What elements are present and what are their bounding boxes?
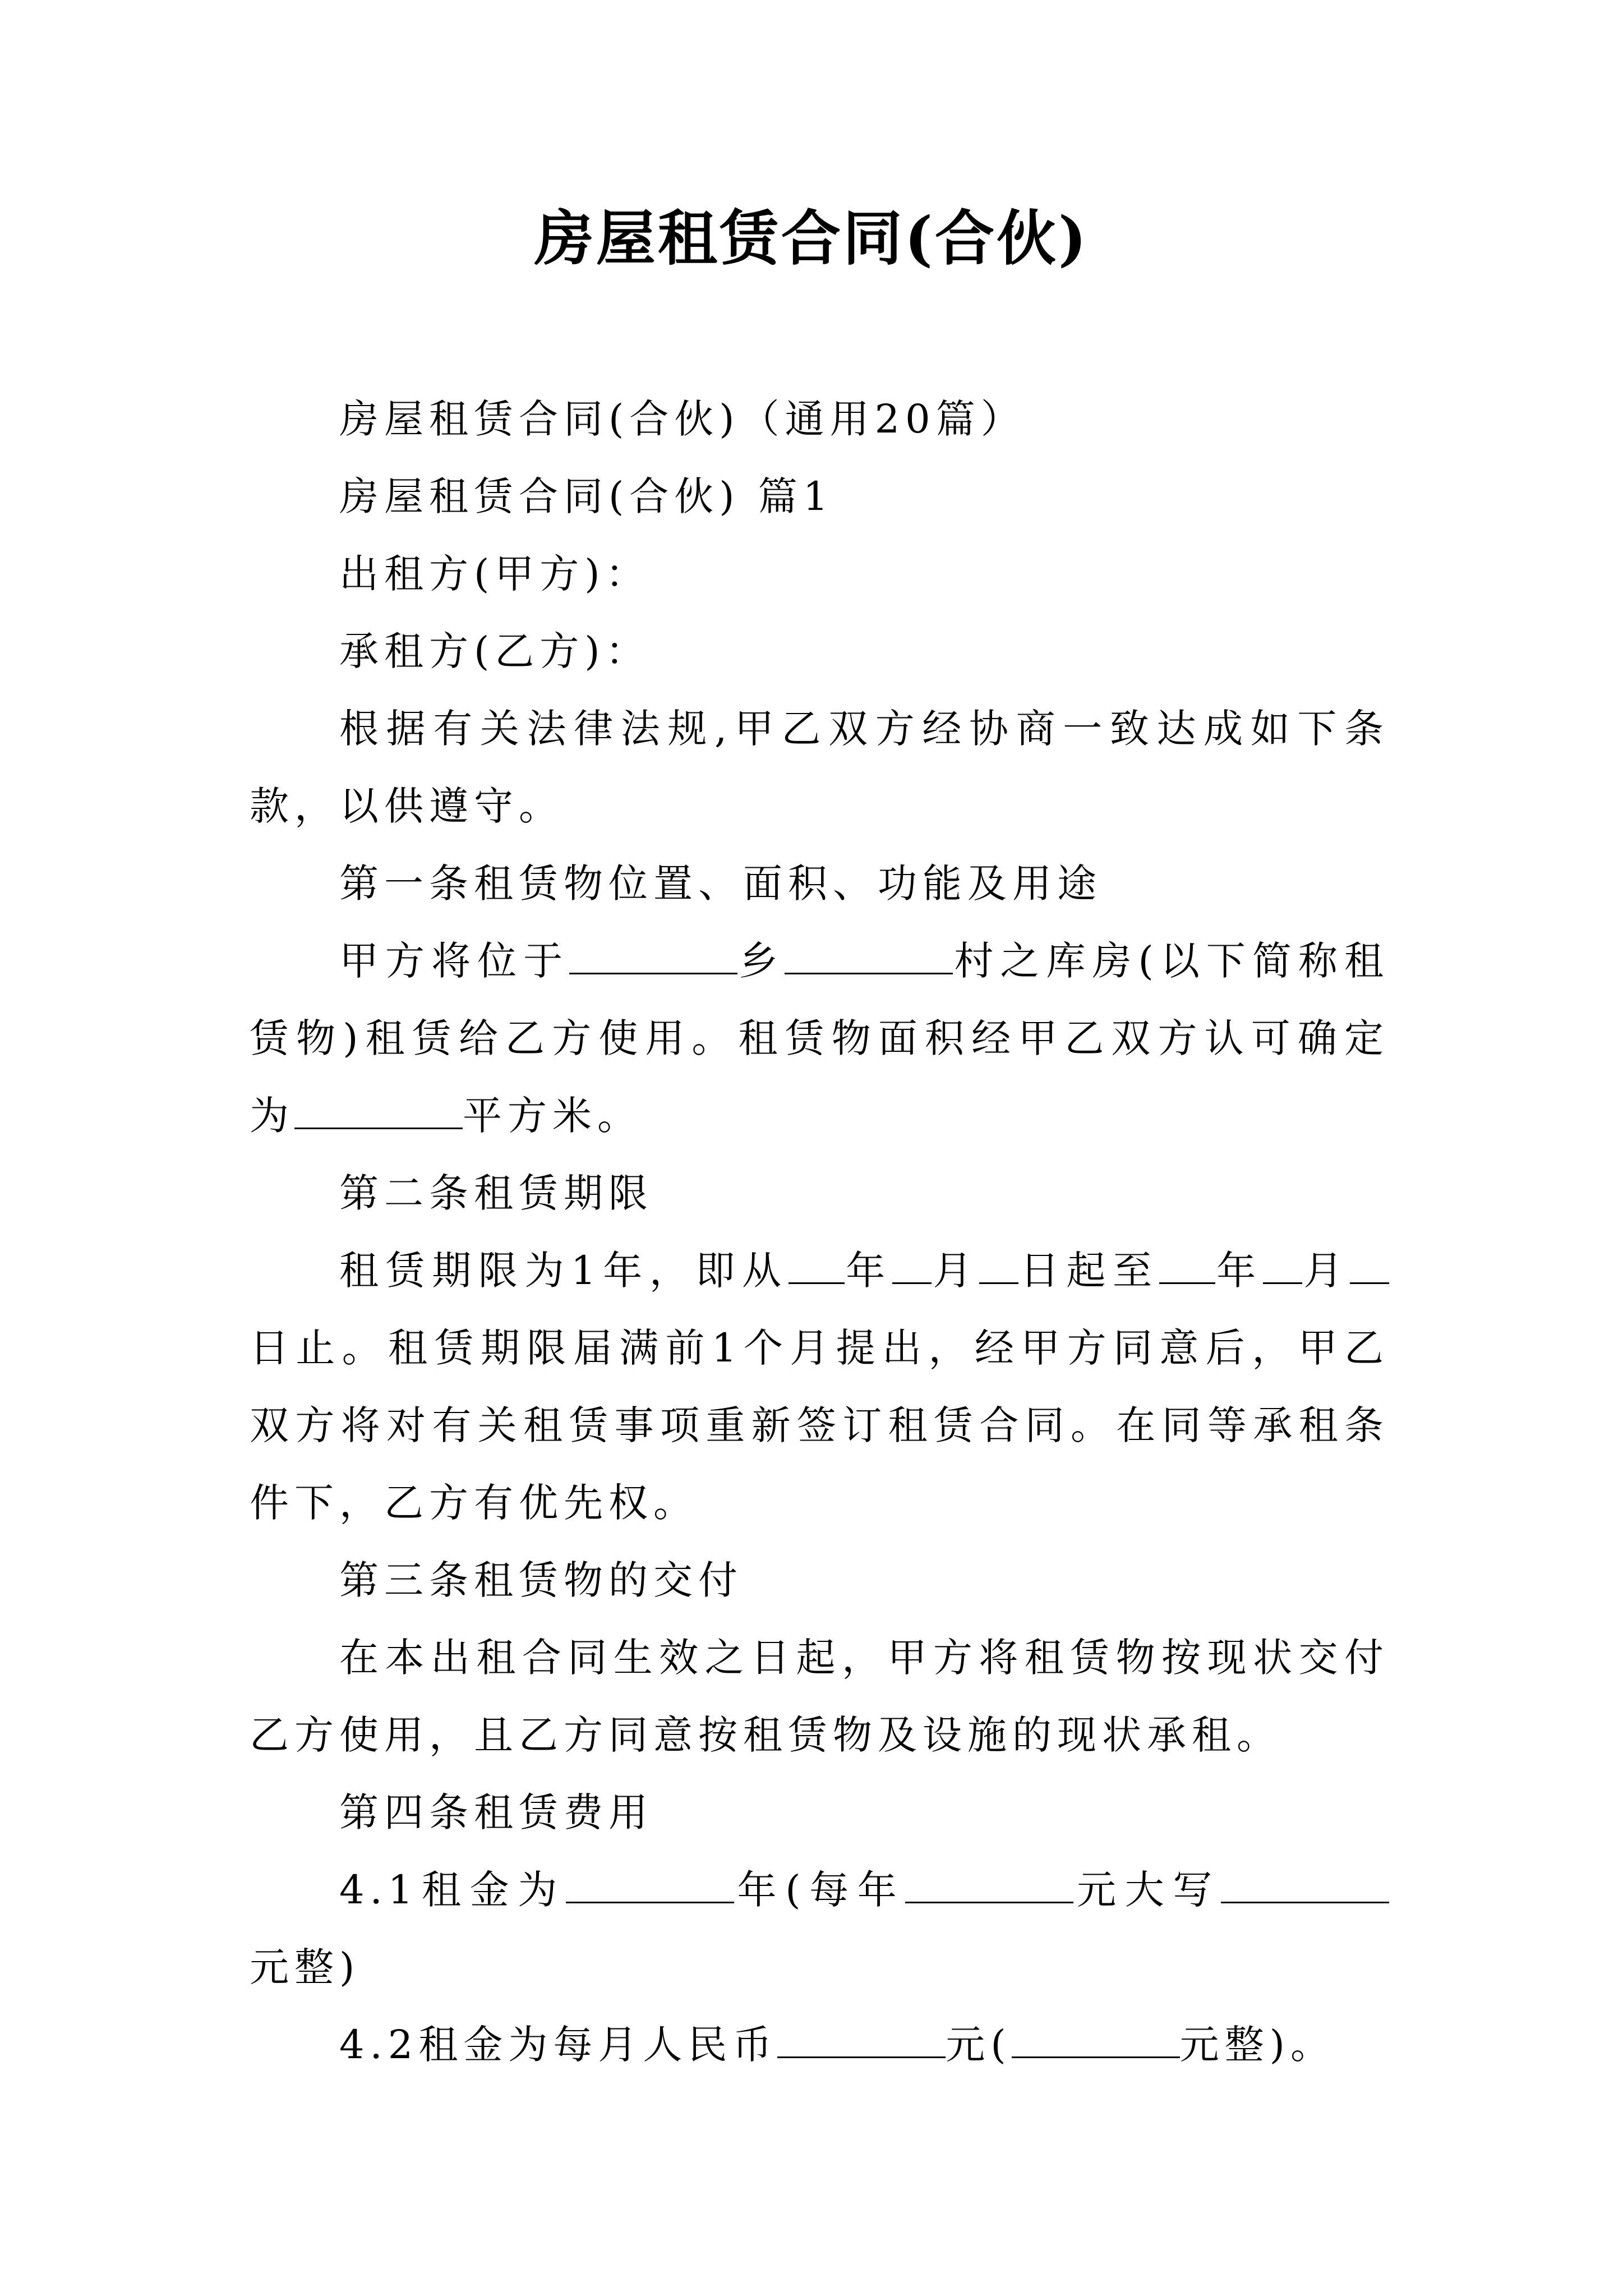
blank-line bbox=[569, 940, 737, 974]
blank-line bbox=[1012, 2024, 1180, 2058]
text-segment: 年(每年 bbox=[734, 1867, 906, 1913]
clause-3-heading: 第三条租赁物的交付 bbox=[339, 1557, 743, 1603]
text-segment: 村之库房(以下简称租赁物)租赁给乙方使用。租赁物面积经甲乙双方认可确定为 bbox=[250, 938, 1390, 1139]
text-segment: 年 bbox=[844, 1248, 892, 1294]
clause-4-heading: 第四条租赁费用 bbox=[339, 1789, 653, 1835]
text-segment: 日起至 bbox=[1018, 1248, 1159, 1294]
text-segment: 日止。租赁期限届满前1个月提出，经甲方同意后，甲乙双方将对有关租赁事项重新签订租赁合同。在同等承租条件下，乙方有优先权。 bbox=[250, 1325, 1389, 1526]
document-body bbox=[250, 380, 1389, 2083]
blank-line bbox=[892, 1250, 932, 1284]
paragraph-preamble: 根据有关法律法规,甲乙双方经协商一致达成如下条款，以供遵守。 bbox=[250, 706, 1389, 829]
blank-line bbox=[1350, 1250, 1389, 1284]
clause-2-heading: 第二条租赁期限 bbox=[339, 1170, 653, 1216]
paragraph-article-heading: 房屋租赁合同(合伙) 篇1 bbox=[339, 473, 834, 519]
text-segment: 平方米。 bbox=[463, 1093, 642, 1139]
text-segment: 月 bbox=[931, 1248, 980, 1294]
text-segment: 4.2租金为每月人民币 bbox=[339, 2022, 778, 2068]
text-segment: 元( bbox=[946, 2022, 1012, 2068]
paragraph-lessee: 承租方(乙方)： bbox=[339, 628, 651, 674]
blank-line bbox=[566, 1869, 734, 1903]
text-segment: 年 bbox=[1215, 1248, 1263, 1294]
clause-2-text bbox=[250, 1232, 1389, 1542]
text-segment: 月 bbox=[1302, 1248, 1350, 1294]
text-segment: 甲方将位于 bbox=[339, 938, 570, 984]
blank-line bbox=[789, 1250, 845, 1284]
clause-1-text bbox=[250, 922, 1389, 1154]
blank-line bbox=[979, 1250, 1018, 1284]
blank-line bbox=[294, 1095, 463, 1129]
clause-3-text: 在本出租合同生效之日起，甲方将租赁物按现状交付乙方使用，且乙方同意按租赁物及设施的现状承租。 bbox=[250, 1635, 1389, 1758]
document-title: 房屋租赁合同(合伙) bbox=[534, 203, 1089, 273]
text-segment: 租赁期限为1年，即从 bbox=[339, 1248, 789, 1294]
blank-line bbox=[905, 1869, 1073, 1903]
text-segment: 元大写 bbox=[1073, 1867, 1221, 1913]
blank-line bbox=[1221, 1869, 1389, 1903]
clause-1-heading: 第一条租赁物位置、面积、功能及用途 bbox=[339, 861, 1102, 907]
clause-4-1-text bbox=[250, 1851, 1389, 2006]
clause-4-2-text bbox=[250, 2006, 1389, 2083]
text-segment: 乡 bbox=[737, 938, 785, 984]
paragraph-lessor: 出租方(甲方)： bbox=[339, 551, 651, 597]
paragraph-subtitle: 房屋租赁合同(合伙)（通用20篇） bbox=[339, 396, 1026, 442]
blank-line bbox=[1263, 1250, 1302, 1284]
blank-line bbox=[777, 2024, 946, 2058]
text-segment: 4.1租金为 bbox=[339, 1867, 566, 1913]
text-segment: 元整)。 bbox=[1179, 2022, 1335, 2068]
text-segment: 元整) bbox=[250, 1944, 361, 1990]
blank-line bbox=[1159, 1250, 1215, 1284]
blank-line bbox=[785, 940, 953, 974]
